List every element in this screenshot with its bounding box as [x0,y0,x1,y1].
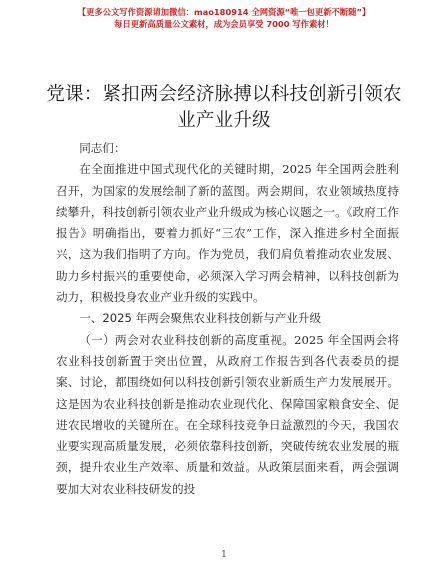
promo-banner [0,6,448,30]
promo-banner-line-2: 每日更新高质量公文素材，成为会员享受 7000 写作素材！ [114,19,334,29]
document-title: 党课：紧扣两会经济脉搏以科技创新引领农业产业升级 [46,84,402,131]
page-number: 1 [221,550,227,560]
body-paragraph: （一）两会对农业科技创新的高度重视。2025 年全国两会将农业科技创新置于突出位置，从政府工作报告到各代表委员的提案、讨论，都围绕如何以科技创新引领农业新质生产力发展展开。这是因为农业科技创新是推动农业现代化、保障国家粮食安全、促进农民增收的关键所在。在全球科技竞争日益激烈的今天，我国农业要实现高质量发展，必须依靠科技创新，突破传统农业发展的瓶颈，提升农业生产效率、质量和效益。从政策层面来看，两会强调要加大对农业科技研发的投 [56,332,399,496]
document-body [56,138,399,500]
promo-banner-line-1: 【更多公文写作资源请加微信：mao180914 全网资源“唯一包更新不断随”】 [77,7,371,17]
salutation: 同志们： [79,141,126,155]
body-paragraph: 在全面推进中国式现代化的关键时期，2025 年全国两会胜利召开，为国家的发展绘制了新的蓝图。两会期间，农业领域热度持续攀升，科技创新引领农业产业升级成为核心议题之一。《政府工作报告》明确指出，要着力抓好“三农”工作，深入推进乡村全面振兴，这为我们指明了方向。作为党员，我们肩负着推动农业发展、助力乡村振兴的重要使命，必须深入学习两会精神，以科技创新为动力，积极投身农业产业升级的实践中。 [56,162,399,305]
section-heading: 一、2025 年两会聚焦农业科技创新与产业升级 [79,311,322,326]
